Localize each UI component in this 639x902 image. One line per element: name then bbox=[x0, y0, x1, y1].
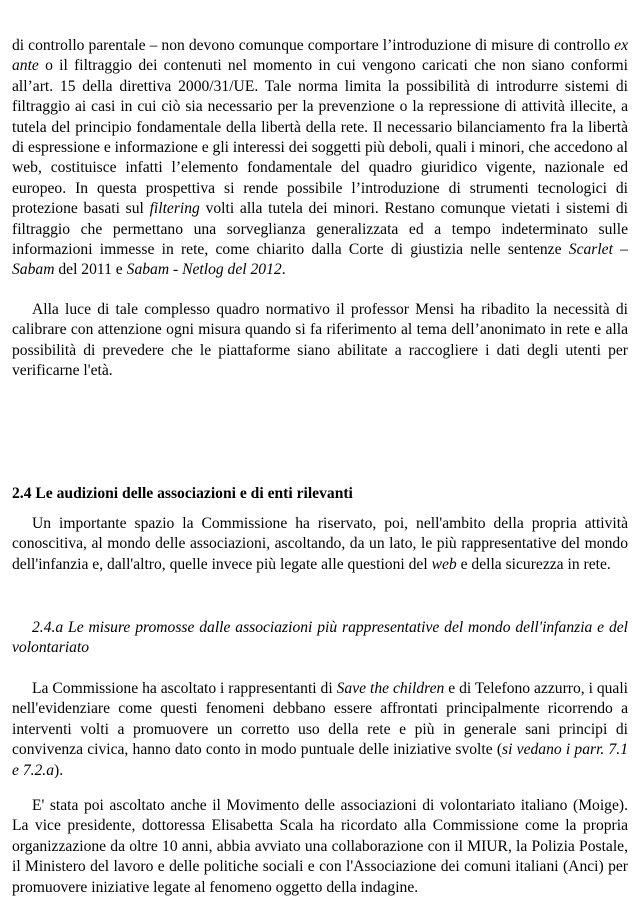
paragraph-associations bbox=[12, 514, 628, 575]
section-heading: 2.4 Le audizioni delle associazioni e di enti rilevanti bbox=[12, 485, 353, 502]
italic-term: web bbox=[431, 555, 457, 573]
text-span: La Commissione ha ascoltato i rappresentanti di bbox=[32, 680, 337, 697]
text-span: e della sicurezza in rete. bbox=[456, 555, 611, 573]
text-span: ). bbox=[54, 761, 64, 779]
text-span: e di Telefono azzurro, i quali nell'evidenziare come questi fenomeni debbano essere affrontati principalmente ricorrendo a interventi volti a promuovere un corretto uso della rete e più in generale sani principi di convivenza civica, hanno dato conto in modo puntuale delle iniziative svolte ( bbox=[12, 680, 629, 759]
italic-term: Sabam - Netlog del 2012 bbox=[126, 261, 282, 279]
italic-term: filtering bbox=[149, 200, 200, 218]
italic-reference: si vedano i parr. 7.1 e 7.2.a bbox=[12, 741, 629, 779]
text-span: del 2011 e bbox=[54, 261, 127, 279]
text-span: o il filtraggio dei contenuti nel momento in cui vengono caricati che non siano conformi all’art. 15 della direttiva 2000/31/UE. Tale norma limita la possibilità di introdurre sistemi di filtraggio ai casi in cui ciò sia necessario per la prevenzione o la repressione di attività illecite, a tutela del principio fondamentale della libertà della rete. Il necessario bilanciamento fra la libertà di espressione e informazione e gli interessi dei soggetti più deboli, quali i minori, che accedono al web, costituisce infatti l’elemento fondamentale del quadro giuridico vigente, nazionale ed europeo. In questa prospettiva si rende possibile l’introduzione di strumenti tecnologici di protezione basati sul bbox=[12, 57, 628, 218]
text-span: volti alla tutela dei minori. Restano comunque vietati i sistemi di filtraggio che permettano una sorveglianza generalizzata ed a tempo indeterminato sulle informazioni immesse in rete, come chiarito dalla Corte di giustizia nelle sentenze bbox=[12, 200, 628, 259]
italic-term: ex ante bbox=[12, 37, 628, 75]
paragraph-mensi: Alla luce di tale complesso quadro normativo il professor Mensi ha ribadito la necessità di calibrare con attenzione ogni misura quando si fa riferimento al tema dell’anonimato in rete e alla possibilità di prevedere che le piattaforme siano abilitate a raccogliere i dati degli utenti per verificarne l'età. bbox=[12, 301, 628, 380]
text-span: . bbox=[281, 261, 286, 279]
italic-term: Scarlet – Sabam bbox=[12, 241, 628, 279]
italic-term: Save the children bbox=[336, 680, 445, 697]
paragraph-moige: E' stata poi ascoltato anche il Movimento delle associazioni di volontariato italiano (Moige). La vice presidente, dottoressa Elisabetta Scala ha ricordato alla Commissione come la propria organizzazione da oltre 10 anni, abbia avviato una collaborazione con il MIUR, la Polizia Postale, il Ministero del lavoro e delle politiche sociali e con l'Associazione dei comuni italiani (Anci) per promuovere iniziative legate al fenomeno oggetto della indagine. bbox=[12, 797, 628, 896]
text-span: di controllo parentale – non devono comunque comportare l’introduzione di misure di controllo bbox=[12, 37, 615, 54]
paragraph-parental-control bbox=[12, 36, 628, 281]
subsection-heading: 2.4.a Le misure promosse dalle associazioni più rappresentative del mondo dell'infanzia e del volontariato bbox=[12, 619, 628, 657]
text-span: Un importante spazio la Commissione ha riservato, poi, nell'ambito della propria attività conoscitiva, al mondo delle associazioni, ascoltando, da un lato, le più rappresentative del mondo dell'infanzia e, dall'altro, quelle invece più legate alle questioni del bbox=[12, 515, 628, 573]
paragraph-save-the-children bbox=[12, 679, 628, 781]
